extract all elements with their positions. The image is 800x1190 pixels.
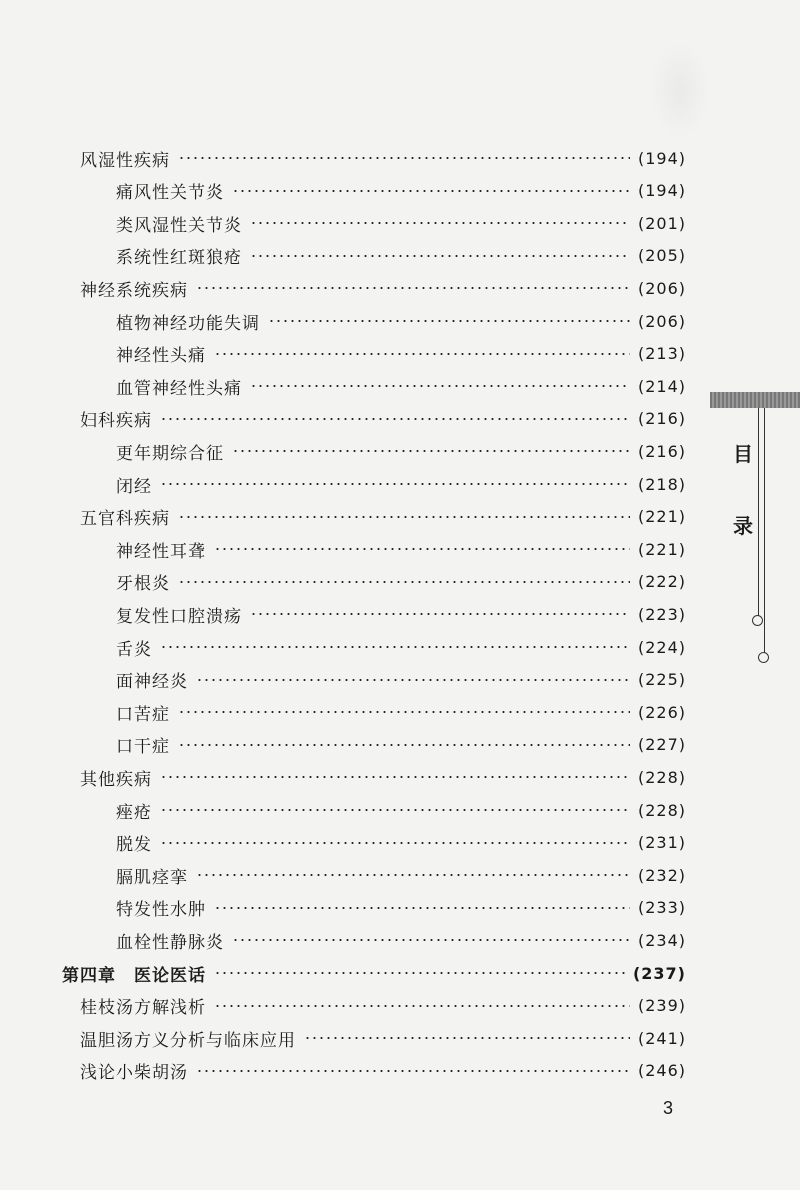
toc-entry-title: 复发性口腔溃疡 [116,606,242,627]
toc-entry-page: (218) [637,474,686,494]
toc-entry-title: 妇科疾病 [80,411,152,432]
toc-entry-title: 口苦症 [116,704,170,725]
toc-entry-title: 脱发 [116,835,152,856]
toc-dot-leader [196,1070,630,1072]
toc-entry-title: 其他疾病 [80,769,152,790]
toc-dot-leader [250,255,630,257]
toc-entry-page: (237) [632,963,686,983]
toc-entry-title: 系统性红斑狼疮 [116,248,242,269]
side-tab-line [758,408,759,618]
toc-dot-leader [196,287,630,289]
toc-entry-title: 血栓性静脉炎 [116,932,224,953]
page-number: 3 [663,1098,674,1118]
toc-entry [116,631,686,663]
side-tab-line [764,408,765,654]
toc-dot-leader [160,776,630,778]
toc-entry [80,1055,686,1087]
toc-entry-title: 五官科疾病 [80,509,170,530]
toc-entry-title: 类风湿性关节炎 [116,215,242,236]
toc-entry [80,761,686,793]
toc-dot-leader [232,190,630,192]
toc-entry-title: 神经系统疾病 [80,280,188,301]
toc-entry-title: 闭经 [116,476,152,497]
toc-dot-leader [160,809,630,811]
toc-entry-page: (206) [637,278,686,298]
side-tab-bar [710,392,800,408]
toc-dot-leader [250,385,630,387]
toc-entry [116,175,686,207]
toc-entry [116,859,686,891]
toc-dot-leader [178,581,630,583]
toc-dot-leader [178,516,630,518]
toc-entry-title: 面神经炎 [116,672,188,693]
toc-entry [80,142,686,174]
toc-entry [116,924,686,956]
toc-entry [116,240,686,272]
toc-dot-leader [178,157,630,159]
toc-dot-leader [232,939,630,941]
toc-dot-leader [160,646,630,648]
toc-entry-page: (221) [637,539,686,559]
toc-entry [116,794,686,826]
side-tab-ring [752,615,763,626]
toc-entry-title: 风湿性疾病 [80,150,170,171]
toc-entry [116,598,686,630]
toc-entry [80,990,686,1022]
toc-entry-page: (213) [637,344,686,364]
toc-entry-page: (228) [637,767,686,787]
toc-entry [80,403,686,435]
toc-entry-page: (222) [637,572,686,592]
toc-dot-leader [178,711,630,713]
toc-entry [80,1022,686,1054]
toc-entry-page: (234) [637,930,686,950]
toc-dot-leader [160,842,630,844]
toc-entry-page: (224) [637,637,686,657]
toc-entry-page: (194) [637,148,686,168]
toc-entry-title: 痤疮 [116,802,152,823]
toc-entry-title: 桂枝汤方解浅析 [80,998,206,1019]
toc-entry-page: (227) [637,735,686,755]
toc-entry-page: (206) [637,311,686,331]
side-tab-ring [758,652,769,663]
toc-entry-title: 特发性水肿 [116,900,206,921]
toc-entry [116,468,686,500]
toc-entry-page: (232) [637,865,686,885]
toc-dot-leader [214,907,630,909]
toc-entry-page: (225) [637,670,686,690]
toc-entry-page: (201) [637,213,686,233]
toc-entry-page: (223) [637,604,686,624]
toc-entry-title: 温胆汤方义分析与临床应用 [80,1030,296,1051]
toc-entry-page: (228) [637,800,686,820]
toc-entry-page: (214) [637,376,686,396]
toc-entry-title: 植物神经功能失调 [116,313,260,334]
toc-dot-leader [196,874,630,876]
toc-dot-leader [196,679,630,681]
toc-entry-page: (233) [637,898,686,918]
toc-dot-leader [268,320,630,322]
toc-entry-title: 舌炎 [116,639,152,660]
toc-entry-title: 第四章 医论医话 [62,965,206,986]
toc-entry [80,272,686,304]
toc-entry [116,696,686,728]
toc-entry-title: 膈肌痉挛 [116,867,188,888]
toc-entry-page: (239) [637,996,686,1016]
toc-entry [116,338,686,370]
toc-entry-page: (226) [637,702,686,722]
toc-entry-title: 牙根炎 [116,574,170,595]
toc-dot-leader [178,744,630,746]
toc-entry [116,566,686,598]
toc-entry [116,533,686,565]
toc-entry-title: 神经性头痛 [116,346,206,367]
toc-entry-page: (194) [637,181,686,201]
toc-chapter-entry [62,957,686,989]
toc-entry-title: 神经性耳聋 [116,541,206,562]
toc-entry [116,729,686,761]
toc-entry-title: 浅论小柴胡汤 [80,1063,188,1084]
toc-entry [116,435,686,467]
toc-entry-page: (246) [637,1061,686,1081]
toc-entry [116,305,686,337]
toc-entry [116,370,686,402]
toc-dot-leader [214,1005,630,1007]
toc-entry-page: (216) [637,409,686,429]
toc-entry-page: (241) [637,1028,686,1048]
side-tab-char-mu: 目 [733,442,753,466]
toc-entry-title: 口干症 [116,737,170,758]
toc-entry-page: (231) [637,833,686,853]
toc-entry-title: 痛风性关节炎 [116,183,224,204]
toc-dot-leader [214,353,630,355]
toc-dot-leader [214,548,630,550]
toc-dot-leader [232,450,630,452]
toc-dot-leader [250,613,630,615]
toc-entry-page: (205) [637,246,686,266]
toc-entry [116,827,686,859]
toc-entry-title: 更年期综合征 [116,443,224,464]
toc-dot-leader [160,418,630,420]
toc-dot-leader [214,972,625,974]
toc-dot-leader [250,222,630,224]
toc-entry-page: (216) [637,441,686,461]
toc-entry [116,664,686,696]
toc-dot-leader [160,483,630,485]
toc-entry [116,207,686,239]
toc-dot-leader [304,1037,630,1039]
bleed-through-mark [650,40,710,140]
toc-entry-title: 血管神经性头痛 [116,378,242,399]
toc-entry [116,892,686,924]
toc-entry-page: (221) [637,507,686,527]
toc-entry [80,501,686,533]
side-tab-char-lu: 录 [733,514,753,538]
